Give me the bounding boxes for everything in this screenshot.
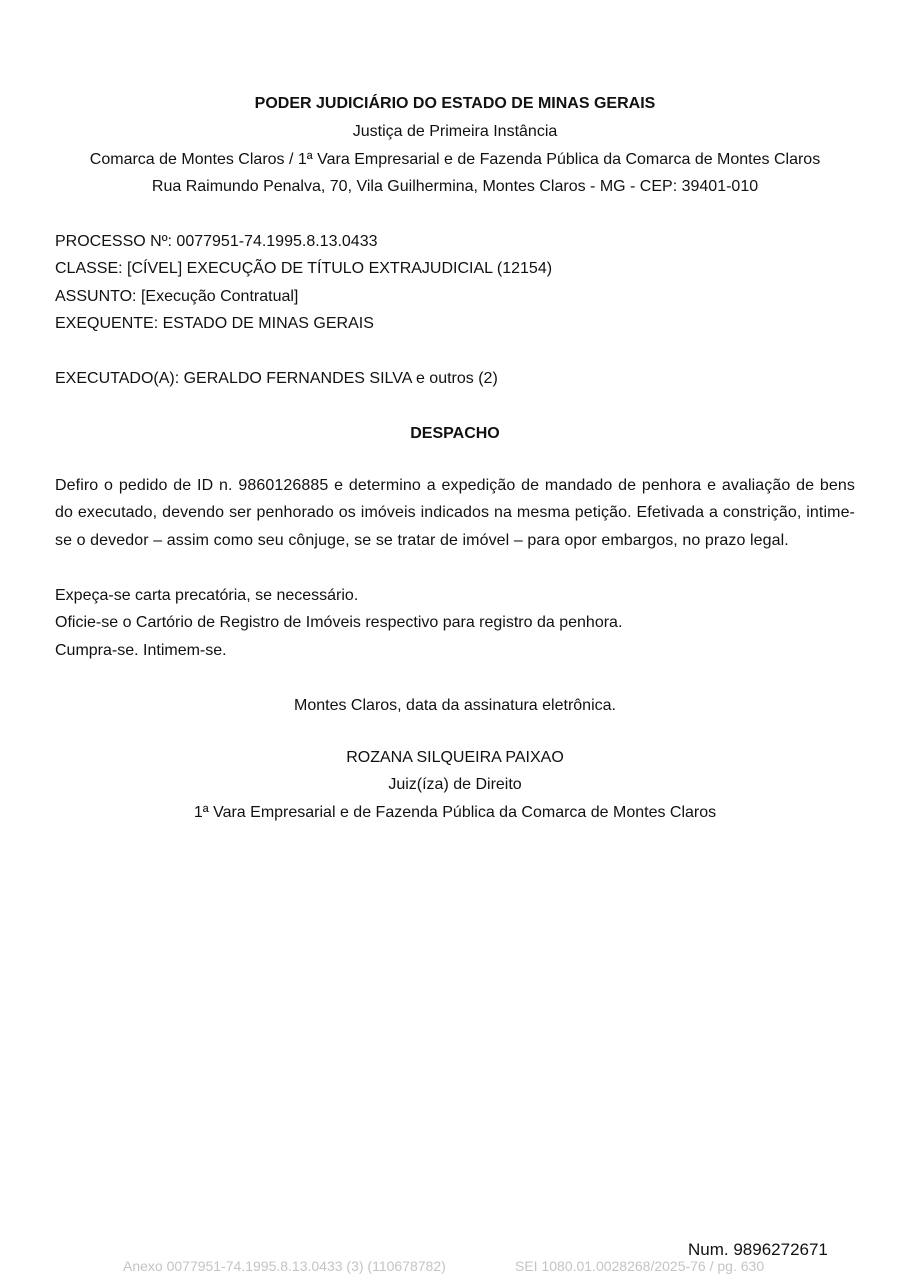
order-line-comply: Cumpra-se. Intimem-se.: [55, 642, 227, 659]
annex-reference: Anexo 0077951-74.1995.8.13.0433 (3) (110678782): [123, 1258, 446, 1274]
address-line: Rua Raimundo Penalva, 70, Vila Guilhermina, Montes Claros - MG - CEP: 39401-010: [151, 178, 759, 195]
sei-reference: SEI 1080.01.0028268/2025-76 / pg. 630: [515, 1258, 765, 1274]
defendant-line: EXECUTADO(A): GERALDO FERNANDES SILVA e outros (2): [55, 370, 498, 387]
case-class: CLASSE: [CÍVEL] EXECUÇÃO DE TÍTULO EXTRAJUDICIAL (12154): [55, 260, 553, 277]
court-heading: PODER JUDICIÁRIO DO ESTADO DE MINAS GERAIS: [254, 95, 656, 112]
court-unit: 1ª Vara Empresarial e de Fazenda Pública da Comarca de Montes Claros: [193, 804, 717, 821]
order-line-registry: Oficie-se o Cartório de Registro de Imóveis respectivo para registro da penhora.: [55, 614, 623, 631]
process-number: PROCESSO Nº: 0077951-74.1995.8.13.0433: [55, 233, 378, 250]
judge-title: Juiz(íza) de Direito: [388, 776, 522, 793]
order-line-precatoria: Expeça-se carta precatória, se necessário.: [55, 587, 359, 604]
case-subject: ASSUNTO: [Execução Contratual]: [55, 288, 299, 305]
district-line: Comarca de Montes Claros / 1ª Vara Empresarial e de Fazenda Pública da Comarca de Montes Claros: [89, 151, 821, 168]
plaintiff-line: EXEQUENTE: ESTADO DE MINAS GERAIS: [55, 315, 374, 332]
document-number: Num. 9896272671: [688, 1240, 828, 1259]
place-date: Montes Claros, data da assinatura eletrônica.: [294, 697, 616, 714]
document-title: DESPACHO: [410, 425, 500, 442]
instance-line: Justiça de Primeira Instância: [352, 123, 558, 140]
order-paragraph: Defiro o pedido de ID n. 9860126885 e determino a expedição de mandado de penhora e avaliação de bens do executado, devendo ser penhorado os imóveis indicados na mesma petição. Efetivada a constrição, intime-se o devedor – assim como seu cônjuge, se se tratar de imóvel – para opor embargos, no prazo legal.: [55, 477, 855, 549]
judge-name: ROZANA SILQUEIRA PAIXAO: [346, 749, 564, 766]
